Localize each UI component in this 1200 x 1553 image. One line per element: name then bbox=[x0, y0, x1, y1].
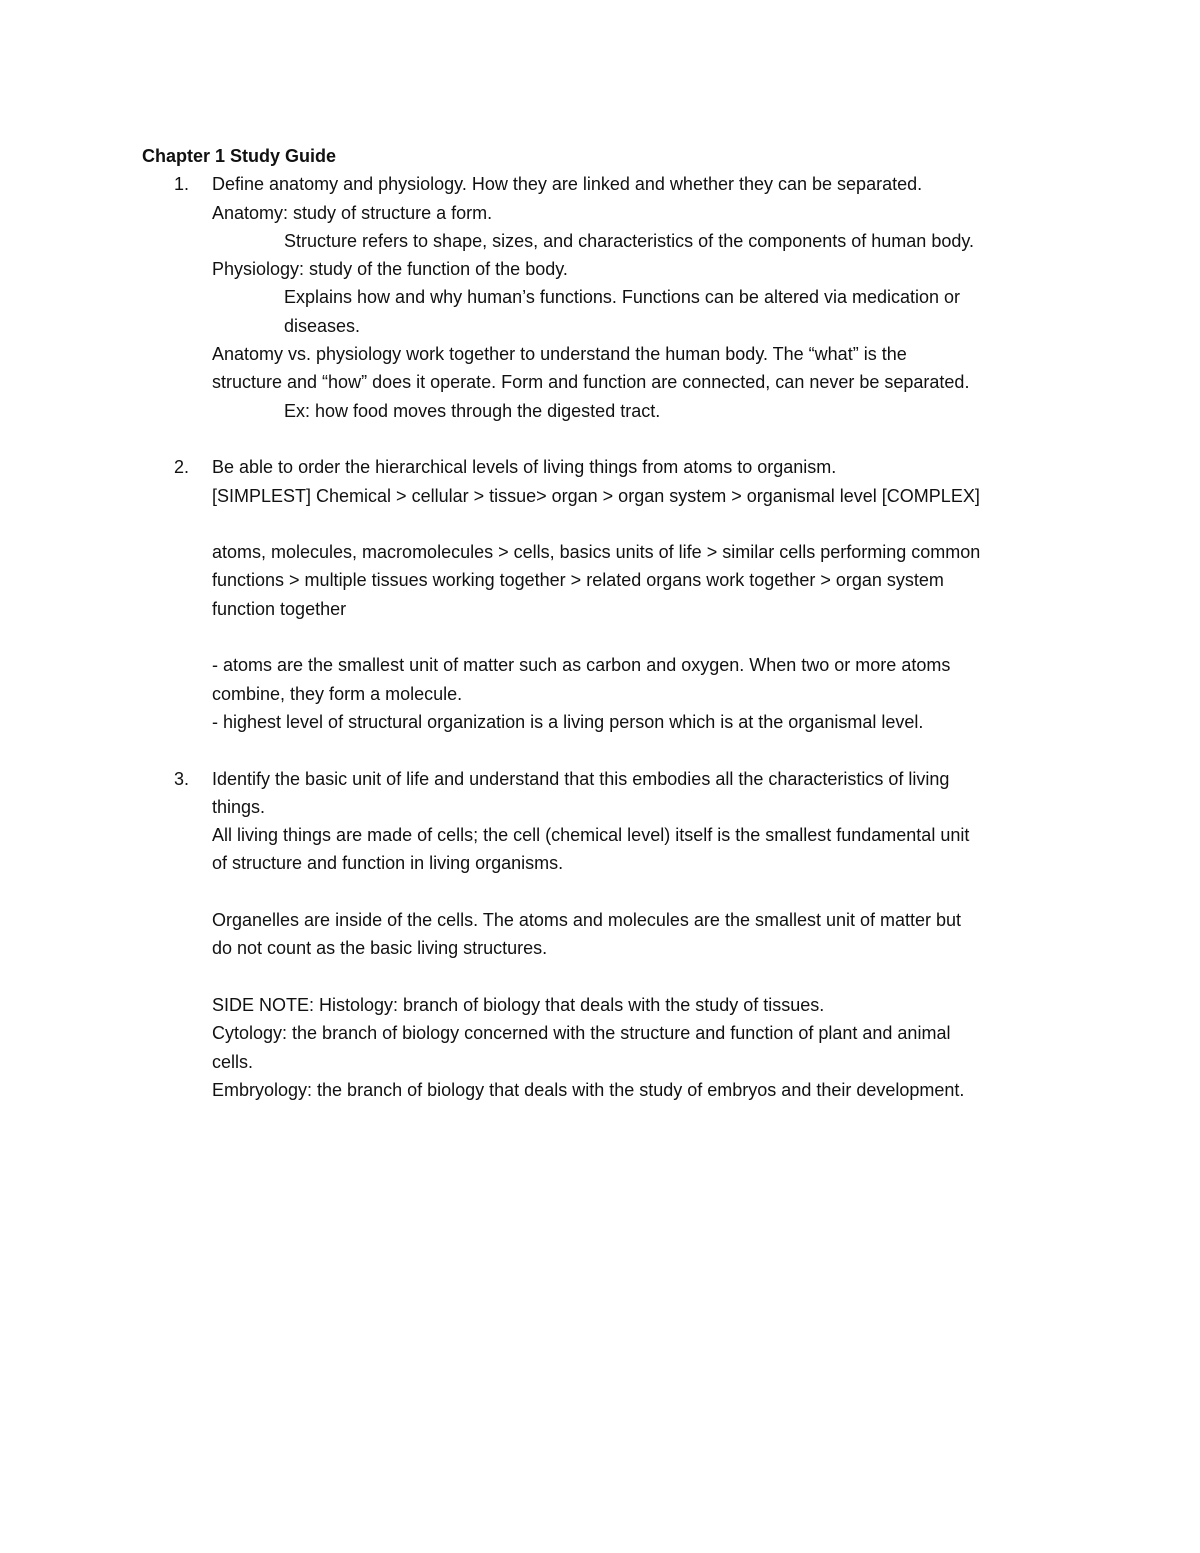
question-prompt-cont: things. bbox=[212, 796, 266, 817]
paragraph-line: Organelles are inside of the cells. The atoms and molecules are the smallest unit of matter but bbox=[212, 910, 962, 931]
paragraph-line: function together bbox=[212, 598, 347, 619]
side-note: SIDE NOTE: Histology: branch of biology that deals with the study of tissues. bbox=[212, 994, 825, 1015]
paragraph-line: All living things are made of cells; the cell (chemical level) itself is the smallest fundamental unit bbox=[212, 825, 970, 846]
document-body bbox=[142, 142, 1062, 1104]
anatomy-definition: Anatomy: study of structure a form. bbox=[212, 202, 493, 223]
spacer bbox=[142, 425, 1062, 453]
question-prompt: Identify the basic unit of life and understand that this embodies all the characteristics of living bbox=[212, 768, 950, 789]
spacer bbox=[212, 510, 1062, 538]
paragraph-line: Anatomy vs. physiology work together to understand the human body. The “what” is the bbox=[212, 344, 907, 365]
spacer bbox=[142, 736, 1062, 764]
physiology-definition: Physiology: study of the function of the body. bbox=[212, 259, 568, 280]
hierarchy-order: [SIMPLEST] Chemical > cellular > tissue> organ > organ system > organismal level [COMPLEX] bbox=[212, 485, 980, 506]
spacer bbox=[212, 963, 1062, 991]
paragraph-line: atoms, molecules, macromolecules > cells, basics units of life > similar cells performing common bbox=[212, 542, 981, 563]
question-number: 3. bbox=[174, 768, 190, 789]
physiology-detail-cont: diseases. bbox=[284, 315, 361, 336]
question-number: 1. bbox=[174, 174, 190, 195]
question-number: 2. bbox=[174, 457, 190, 478]
spacer bbox=[212, 878, 1062, 906]
question-1 bbox=[142, 170, 1062, 425]
cytology-line: Cytology: the branch of biology concerned with the structure and function of plant and animal bbox=[212, 1023, 951, 1044]
physiology-detail: Explains how and why human’s functions. Functions can be altered via medication or bbox=[284, 287, 961, 308]
paragraph-line: structure and “how” does it operate. Form and function are connected, can never be separated. bbox=[212, 372, 970, 393]
note-line: - highest level of structural organization is a living person which is at the organismal level. bbox=[212, 711, 924, 732]
spacer bbox=[212, 623, 1062, 651]
anatomy-detail: Structure refers to shape, sizes, and characteristics of the components of human body. bbox=[284, 230, 975, 251]
question-prompt: Define anatomy and physiology. How they are linked and whether they can be separated. bbox=[212, 174, 923, 195]
question-3 bbox=[142, 765, 1062, 1105]
question-prompt: Be able to order the hierarchical levels of living things from atoms to organism. bbox=[212, 457, 837, 478]
cytology-line-cont: cells. bbox=[212, 1051, 254, 1072]
paragraph-line: of structure and function in living organisms. bbox=[212, 853, 564, 874]
embryology-line: Embryology: the branch of biology that deals with the study of embryos and their development. bbox=[212, 1079, 965, 1100]
example-line: Ex: how food moves through the digested tract. bbox=[284, 400, 661, 421]
note-line: combine, they form a molecule. bbox=[212, 683, 463, 704]
note-line: - atoms are the smallest unit of matter such as carbon and oxygen. When two or more atoms bbox=[212, 655, 951, 676]
page-title: Chapter 1 Study Guide bbox=[142, 146, 337, 166]
paragraph-line: do not count as the basic living structures. bbox=[212, 938, 548, 959]
paragraph-line: functions > multiple tissues working together > related organs work together > organ system bbox=[212, 570, 944, 591]
question-2 bbox=[142, 453, 1062, 736]
